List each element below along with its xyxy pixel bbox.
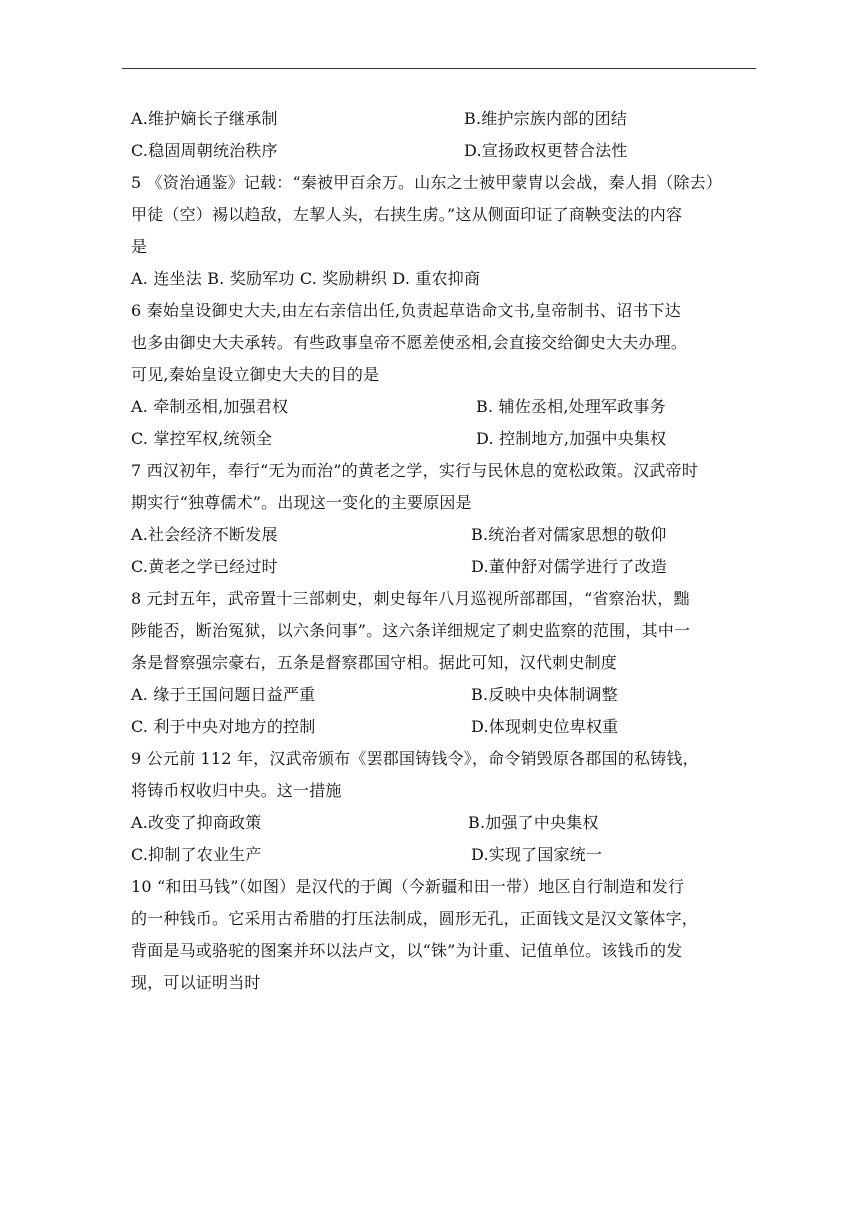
q7-stem-line-2: 期实行“独尊儒术”。出现这一变化的主要原因是	[131, 493, 472, 512]
q9-option-row-1	[131, 813, 599, 833]
header-rule	[122, 68, 756, 69]
q7-option-a: A.社会经济不断发展	[131, 525, 278, 544]
q4-option-b: B.维护宗族内部的团结	[464, 109, 628, 128]
q8-option-d: D.体现刺史位卑权重	[471, 717, 619, 736]
q4-option-row-2	[131, 141, 628, 161]
q8-option-a: A. 缘于王国问题日益严重	[131, 685, 316, 704]
q8-option-row-1	[131, 685, 618, 705]
q9-option-b: B.加强了中央集权	[468, 813, 599, 832]
q8-stem-line-1: 8 元封五年，武帝置十三部刺史，刺史每年八月巡视所部郡国，“省察治状，黜	[131, 589, 690, 608]
q6-option-row-1	[131, 397, 666, 417]
q7-option-row-1	[131, 525, 667, 545]
q8-option-c: C. 利于中央对地方的控制	[131, 717, 316, 736]
q6-stem-line-2: 也多由御史大夫承转。有些政事皇帝不愿差使丞相,会直接交给御史大夫办理。	[131, 333, 688, 352]
q9-option-c: C.抑制了农业生产	[131, 845, 262, 864]
q7-option-c: C.黄老之学已经过时	[131, 557, 278, 576]
q9-stem-line-2: 将铸币权收归中央。这一措施	[131, 781, 342, 800]
q8-option-b: B.反映中央体制调整	[471, 685, 618, 704]
q6-option-d: D. 控制地方,加强中央集权	[476, 429, 667, 448]
q5-stem-line-1: 5 《资治通鉴》记载：“秦被甲百余万。山东之士被甲蒙胄以会战，秦人捐（除去）	[131, 173, 723, 192]
q5-options: A. 连坐法 B. 奖励军功 C. 奖励耕织 D. 重农抑商	[131, 269, 481, 288]
q7-option-b: B.统治者对儒家思想的敬仰	[471, 525, 667, 544]
q9-option-row-2	[131, 845, 603, 865]
q9-stem-line-1: 9 公元前 112 年，汉武帝颁布《罢郡国铸钱令》，命令销毁原各郡国的私铸钱，	[131, 749, 699, 768]
q6-stem-line-3: 可见,秦始皇设立御史大夫的目的是	[131, 365, 380, 384]
q7-option-d: D.董仲舒对儒学进行了改造	[471, 557, 667, 576]
q10-stem-line-1: 10 “和田马钱”（如图）是汉代的于阗（今新疆和田一带）地区自行制造和发行	[131, 877, 685, 896]
q5-stem-line-3: 是	[131, 237, 148, 256]
q8-stem-line-3: 条是督察强宗豪右，五条是督察郡国守相。据此可知，汉代刺史制度	[131, 653, 618, 672]
q6-option-b: B. 辅佐丞相,处理军政事务	[476, 397, 666, 416]
q6-stem-line-1: 6 秦始皇设御史大夫,由左右亲信出任,负责起草诰命文书,皇帝制书、诏书下达	[131, 301, 681, 320]
q8-stem-line-2: 陟能否，断治冤狱，以六条问事”。这六条详细规定了刺史监察的范围，其中一	[131, 621, 691, 640]
q5-stem-line-2: 甲徒（空）裼以趋敌，左挈人头，右挟生虏。”这从侧面印证了商鞅变法的内容	[131, 205, 683, 224]
q8-option-row-2	[131, 717, 619, 737]
q4-option-d: D.宣扬政权更替合法性	[464, 141, 628, 160]
q6-option-c: C. 掌控军权,统领全	[131, 429, 273, 448]
q6-option-a: A. 牵制丞相,加强君权	[131, 397, 289, 416]
q7-option-row-2	[131, 557, 667, 577]
q4-option-row-1	[131, 109, 628, 129]
q10-stem-line-4: 现，可以证明当时	[131, 973, 261, 992]
q10-stem-line-3: 背面是马或骆驼的图案并环以法卢文，以“铢”为计重、记值单位。该钱币的发	[131, 941, 683, 960]
q6-option-row-2	[131, 429, 667, 449]
q7-stem-line-1: 7 西汉初年，奉行“无为而治”的黄老之学，实行与民休息的宽松政策。汉武帝时	[131, 461, 699, 480]
q9-option-d: D.实现了国家统一	[471, 845, 603, 864]
q9-option-a: A.改变了抑商政策	[131, 813, 262, 832]
q4-option-c: C.稳固周朝统治秩序	[131, 141, 278, 160]
q4-option-a: A.维护嫡长子继承制	[131, 109, 278, 128]
q10-stem-line-2: 的一种钱币。它采用古希腊的打压法制成，圆形无孔，正面钱文是汉文篆体字，	[131, 909, 699, 928]
